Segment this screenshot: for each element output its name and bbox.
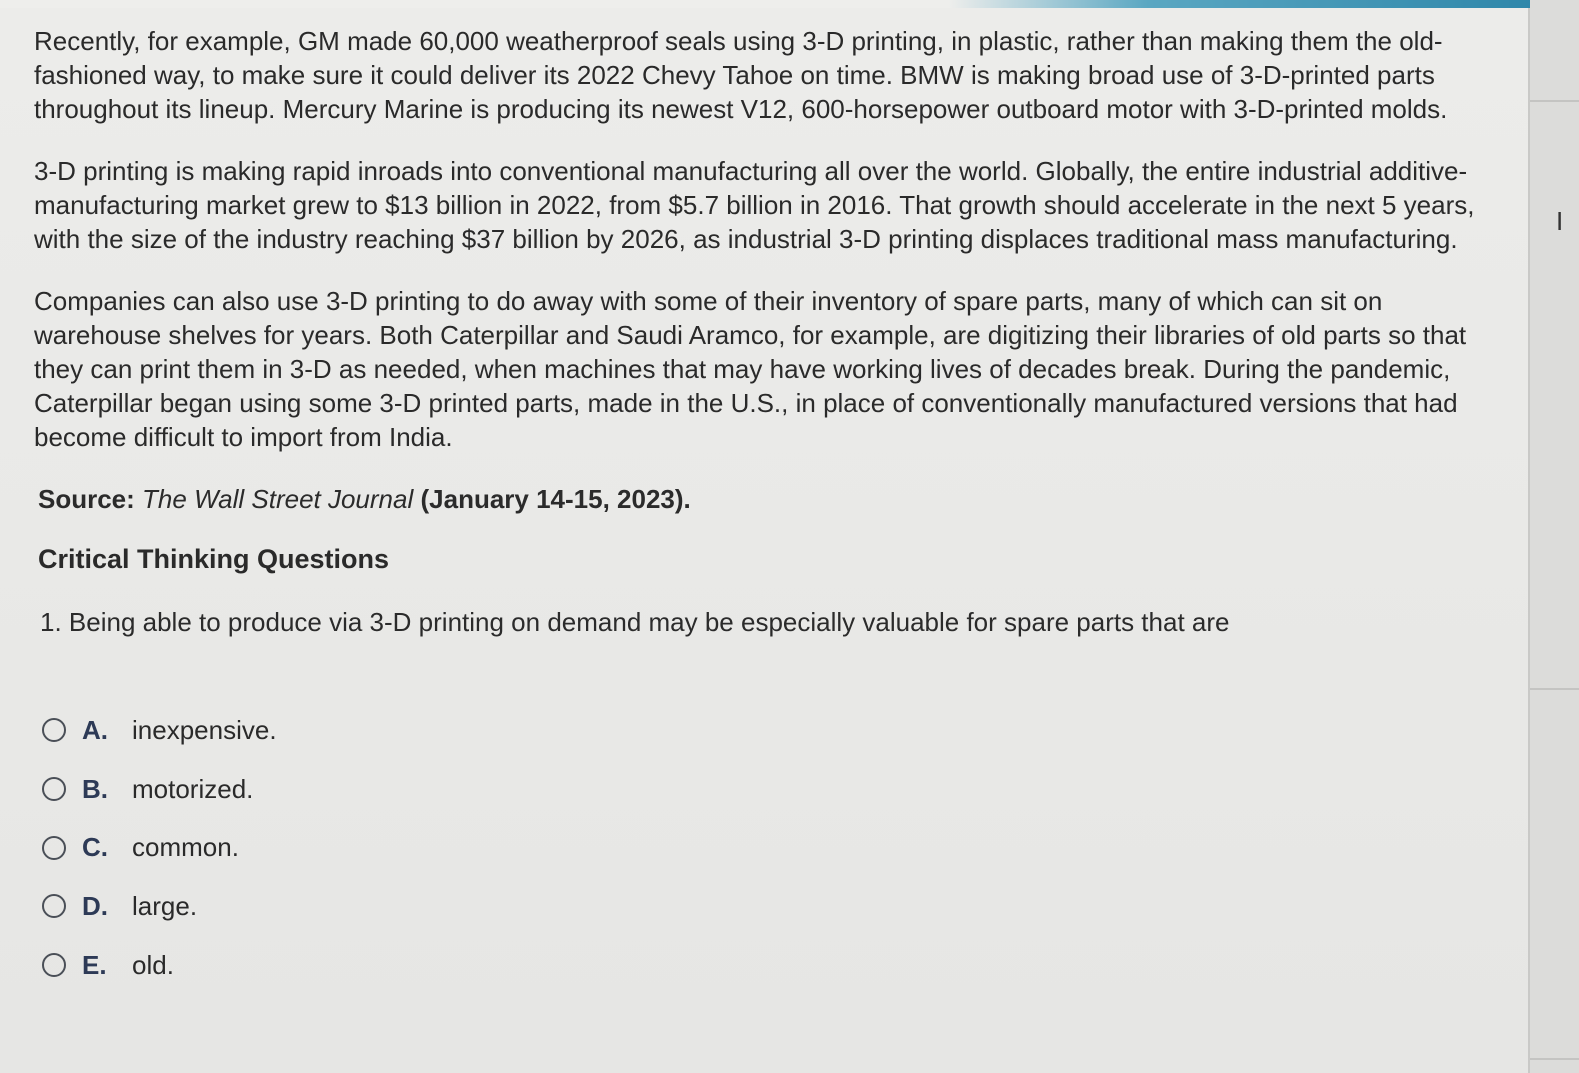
right-gutter xyxy=(1530,0,1579,1073)
question-text: 1. Being able to produce via 3-D printing on demand may be especially valuable for spare parts that are xyxy=(40,607,1230,637)
gutter-text: I xyxy=(1556,206,1564,236)
section-title: Critical Thinking Questions xyxy=(38,544,390,574)
option-text: motorized. xyxy=(132,773,254,804)
answer-option-b[interactable] xyxy=(42,760,1504,819)
source-label: Source: xyxy=(38,484,135,514)
article-paragraph-3: Companies can also use 3-D printing to do away with some of their inventory of spare parts, many of which can sit on warehouse shelves for years. Both Caterpillar and Saudi Aramco, for example, are digitizing their libraries of old parts so that they can print them in 3-D as needed, when machines that may have working lives of decades break. During the pandemic, Caterpillar began using some 3-D printed parts, made in the U.S., in place of conventionally manufactured versions that had become difficult to import from India. xyxy=(34,286,1467,452)
answer-option-d[interactable] xyxy=(42,877,1504,936)
radio-button-icon[interactable] xyxy=(42,777,66,801)
option-text: old. xyxy=(132,949,174,980)
radio-button-icon[interactable] xyxy=(42,836,66,860)
answer-option-c[interactable] xyxy=(42,818,1504,877)
source-journal: The Wall Street Journal xyxy=(142,484,414,514)
answer-options xyxy=(42,701,1504,994)
gutter-divider xyxy=(1530,100,1579,102)
source-citation xyxy=(38,482,1504,516)
answer-option-a[interactable] xyxy=(42,701,1504,760)
radio-button-icon[interactable] xyxy=(42,718,66,742)
option-text: inexpensive. xyxy=(132,714,277,745)
gutter-divider xyxy=(1530,1058,1579,1060)
option-letter: A. xyxy=(82,714,108,745)
gutter-divider xyxy=(1530,688,1579,690)
radio-button-icon[interactable] xyxy=(42,894,66,918)
option-letter: D. xyxy=(82,890,108,921)
option-letter: B. xyxy=(82,773,108,804)
article-paragraph-2: 3-D printing is making rapid inroads into conventional manufacturing all over the world. Globally, the entire industrial additive-manufacturing market grew to $13 billion in 2022, from $5.7 billion in 2016. That growth should accelerate in the next 5 years, with the size of the industry reaching $37 billion by 2026, as industrial 3-D printing displaces traditional mass manufacturing. xyxy=(34,156,1475,254)
option-text: large. xyxy=(132,890,198,921)
option-text: common. xyxy=(132,832,239,863)
answer-option-e[interactable] xyxy=(42,936,1504,995)
option-letter: C. xyxy=(82,832,108,863)
radio-button-icon[interactable] xyxy=(42,953,66,977)
source-date: (January 14-15, 2023). xyxy=(420,484,691,514)
question-content xyxy=(34,24,1504,994)
option-letter: E. xyxy=(82,949,107,980)
article-paragraph-1: Recently, for example, GM made 60,000 weatherproof seals using 3-D printing, in plastic, rather than making them the old-fashioned way, to make sure it could deliver its 2022 Chevy Tahoe on time. BMW is making broad use of 3-D-printed parts throughout its lineup. Mercury Marine is producing its newest V12, 600-horsepower outboard motor with 3-D-printed molds. xyxy=(34,26,1448,124)
top-strip xyxy=(0,0,1530,8)
